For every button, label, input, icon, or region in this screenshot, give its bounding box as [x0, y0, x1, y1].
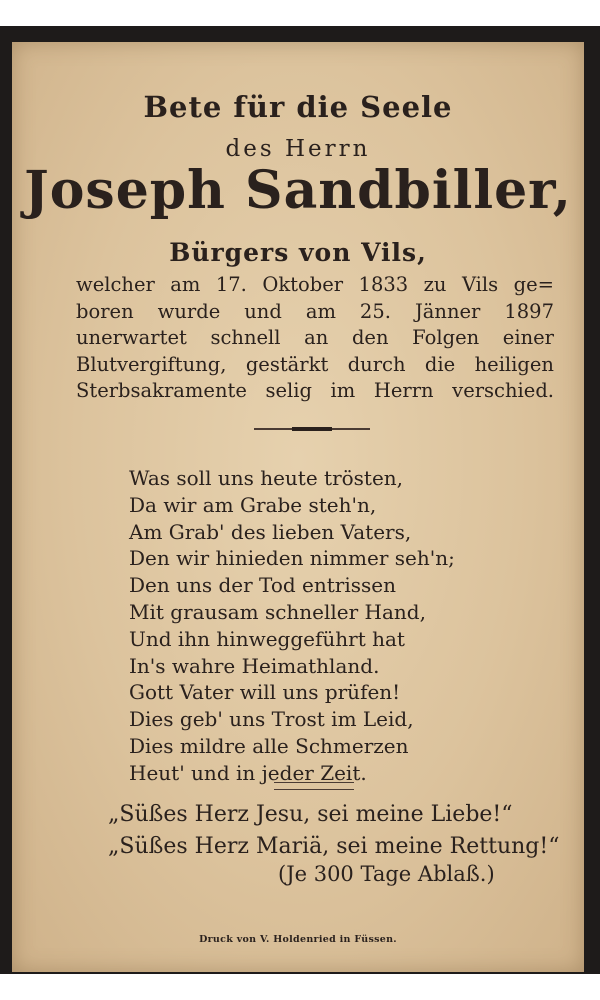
deceased-title: Bürgers von Vils, — [169, 238, 427, 267]
biography-text — [76, 272, 554, 405]
poem-line: Am Grab' des lieben Vaters, — [129, 519, 412, 544]
poem-line: Den wir hinieden nimmer seh'n; — [129, 546, 455, 571]
poem-line: Da wir am Grabe steh'n, — [129, 492, 377, 517]
poem-line: In's wahre Heimathland. — [129, 653, 380, 678]
prayer-sacred-heart-mary: „Süßes Herz Mariä, sei meine Rettung!“ — [108, 834, 560, 859]
prayer-sacred-heart-jesus: „Süßes Herz Jesu, sei meine Liebe!“ — [108, 802, 513, 827]
poem-line: Dies geb' uns Trost im Leid, — [129, 707, 414, 732]
poem-line: Heut' und in jeder Zeit. — [129, 760, 367, 785]
poem-line: Mit grausam schneller Hand, — [129, 599, 426, 624]
ornamental-divider — [254, 428, 370, 430]
bio-line: unerwartet schnell an den Folgen einer — [76, 326, 554, 349]
double-rule-divider — [274, 782, 354, 790]
poem-verse — [129, 465, 529, 787]
bio-line: Sterbsakramente selig im Herrn verschied. — [76, 379, 554, 402]
divider-center-bar — [292, 427, 332, 431]
bio-line: boren wurde und am 25. Jänner 1897 — [76, 299, 554, 323]
bio-line: Blutvergiftung, gestärkt durch die heiligen — [76, 352, 554, 376]
poem-line: Gott Vater will uns prüfen! — [129, 680, 401, 705]
poem-line: Dies mildre alle Schmerzen — [129, 733, 409, 758]
bio-line: welcher am 17. Oktober 1833 zu Vils ge= — [76, 273, 554, 296]
poem-line: Und ihn hinweggeführt hat — [129, 626, 405, 651]
poem-line: Den uns der Tod entrissen — [129, 573, 396, 598]
poem-line: Was soll uns heute trösten, — [129, 466, 404, 490]
indulgence-note: (Je 300 Tage Ablaß.) — [278, 862, 495, 886]
card-heading: Bete für die Seele — [143, 90, 453, 124]
deceased-name: Joseph Sandbiller, — [24, 160, 572, 221]
memorial-card — [0, 26, 600, 974]
card-article: des Herrn — [225, 136, 371, 162]
card-paper — [12, 42, 584, 972]
printer-credit: Druck von V. Holdenried in Füssen. — [199, 934, 397, 945]
